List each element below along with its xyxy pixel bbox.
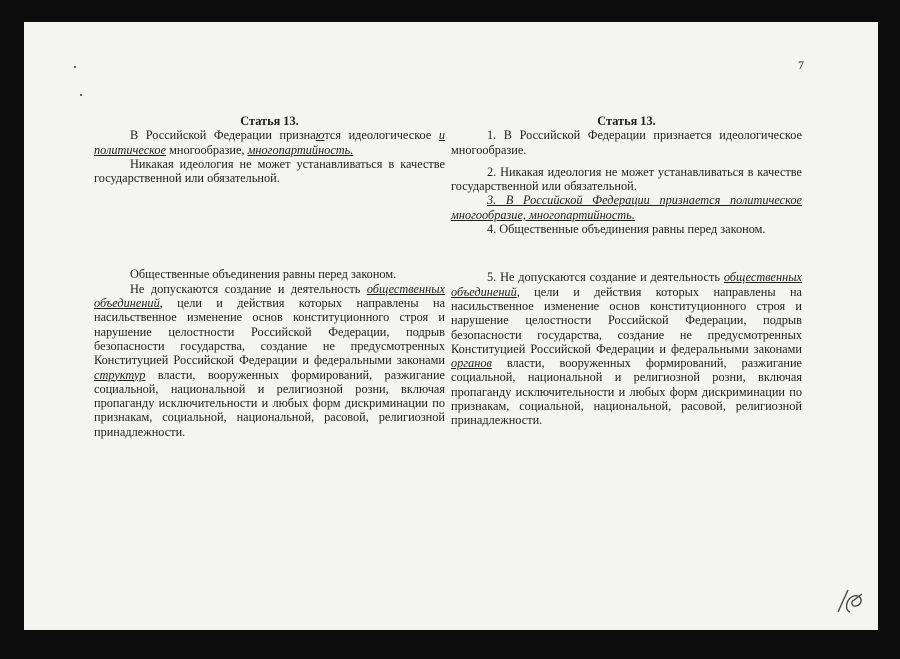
- handwritten-edit: ю: [315, 128, 325, 143]
- left-paragraph-3: Общественные объединения равны перед законом.: [130, 267, 397, 282]
- text-run: тся идеологическое: [324, 128, 439, 143]
- right-paragraph-5: [451, 270, 802, 427]
- text-run: , цели и действия которых направлены на насильственное изменение основ конституционного строя и нарушение целостности Российской Федерации, подрыв безопасности государства, создание не предусмотренных Конституцией Российской Федерации и федеральными законами: [94, 296, 445, 368]
- handwritten-margin-note: [832, 582, 872, 622]
- right-paragraph-2: 2. Никакая идеология не может устанавливаться в качестве государственной или обязательной.: [451, 164, 802, 194]
- right-article-title: Статья 13.: [597, 114, 656, 128]
- spacer: [451, 236, 802, 270]
- text-run: власти, вооруженных формирований, разжигание социальной, национальной и религиозной розни, включая пропаганду исключительности и любых форм дискриминации по признакам, социальной, национальной, расовой, религиозной принадлежности.: [451, 356, 802, 428]
- left-paragraph-1: [94, 128, 445, 157]
- right-paragraph-3: 3. В Российской Федерации признается политическое многообразие, многопартийность.: [451, 193, 802, 222]
- text-run: В Российской Федерации призна: [130, 128, 316, 143]
- underlined-phrase: и политическое: [94, 128, 445, 157]
- underlined-phrase: многопартийность.: [247, 142, 354, 157]
- underlined-phrase: общественных объединений: [94, 281, 445, 311]
- right-paragraph-1: 1. В Российской Федерации признается идеологическое многообразие.: [451, 128, 802, 157]
- text-run: власти, вооруженных формирований, разжигание социальной, национальной и религиозной розни, включая пропаганду исключительности и любых форм дискриминации по признакам, социальной, национальной, расовой, религиозной принадлежности.: [94, 367, 445, 439]
- underlined-phrase: структур: [94, 367, 146, 382]
- underlined-phrase: общественных объединений: [451, 270, 802, 299]
- underlined-phrase: органов: [451, 356, 492, 371]
- speck: [74, 66, 76, 68]
- page-number: 7: [798, 58, 804, 72]
- speck: [80, 94, 82, 96]
- document-page: [24, 22, 878, 630]
- left-paragraph-2: Никакая идеология не может устанавливаться в качестве государственной или обязательной.: [94, 156, 445, 186]
- text-run: многообразие,: [166, 142, 248, 157]
- left-paragraph-4: [94, 282, 445, 439]
- right-column: [451, 114, 802, 428]
- text-run: , цели и действия которых направлены на насильственное изменение основ конституционного строя и нарушение целостности Российской Федерации, подрыв безопасности государства, создание не предусмотренных Конституцией Российской Федерации и федеральными законами: [451, 284, 802, 356]
- spacer: [94, 185, 445, 267]
- left-column: [94, 114, 445, 439]
- left-article-title: Статья 13.: [240, 114, 299, 128]
- text-run: 5. Не допускаются создание и деятельность: [487, 270, 724, 285]
- text-run: Не допускаются создание и деятельность: [130, 281, 367, 296]
- spacer: [451, 157, 802, 165]
- right-paragraph-4: 4. Общественные объединения равны перед законом.: [487, 222, 766, 237]
